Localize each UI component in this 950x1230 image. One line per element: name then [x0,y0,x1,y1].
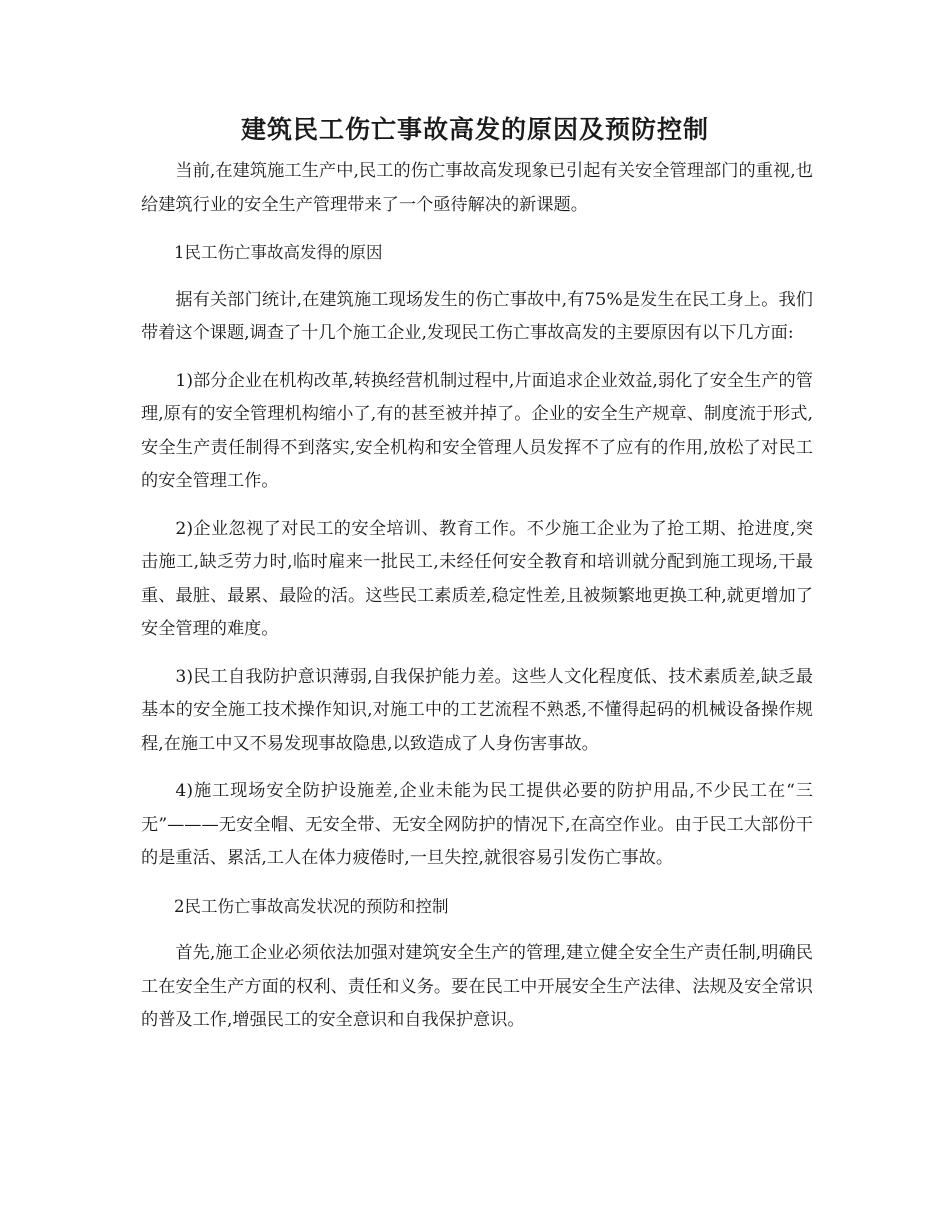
section-heading-1: 1民工伤亡事故高发得的原因 [174,243,383,262]
section-heading-2: 2民工伤亡事故高发状况的预防和控制 [174,896,449,916]
cause-paragraph-3: 3)民工自我防护意识薄弱,自我保护能力差。这些人文化程度低、技术素质差,缺乏最基本的安全施工技术操作知识,对施工中的工艺流程不熟悉,不懂得起码的机械设备操作规程,在施工中又不易发现事故隐患,以致造成了人身伤害事故。 [141,666,813,754]
prevention-paragraph-1: 首先,施工企业必须依法加强对建筑安全生产的管理,建立健全安全生产责任制,明确民工在安全生产方面的权利、责任和义务。要在民工中开展安全生产法律、法规及安全常识的普及工作,增强民工的安全意识和自我保护意识。 [141,943,813,1030]
statistics-paragraph: 据有关部门统计,在建筑施工现场发生的伤亡事故中,有75%是发生在民工身上。我们带着这个课题,调查了十几个施工企业,发现民工伤亡事故高发的主要原因有以下几方面: [141,289,813,343]
cause-paragraph-4: 4)施工现场安全防护设施差,企业未能为民工提供必要的防护用品,不少民工在“三无”———无安全帽、无安全带、无安全网防护的情况下,在高空作业。由于民工大部份干的是重活、累活,工人在体力疲倦时,一旦失控,就很容易引发伤亡事故。 [141,781,813,868]
cause-paragraph-1: 1)部分企业在机构改革,转换经营机制过程中,片面追求企业效益,弱化了安全生产的管理,原有的安全管理机构缩小了,有的甚至被并掉了。企业的安全生产规章、制度流于形式,安全生产责任制得不到落实,安全机构和安全管理人员发挥不了应有的作用,放松了对民工的安全管理工作。 [141,370,813,491]
cause-paragraph-2: 2)企业忽视了对民工的安全培训、教育工作。不少施工企业为了抢工期、抢进度,突击施工,缺乏劳力时,临时雇来一批民工,未经任何安全教育和培训就分配到施工现场,干最重、最脏、最累、最险的活。这些民工素质差,稳定性差,且被频繁地更换工种,就更增加了安全管理的难度。 [141,518,813,639]
intro-paragraph: 当前,在建筑施工生产中,民工的伤亡事故高发现象已引起有关安全管理部门的重视,也给建筑行业的安全生产管理带来了一个亟待解决的新课题。 [141,161,813,215]
document-body [141,155,813,1052]
document-title: 建筑民工伤亡事故高发的原因及预防控制 [240,115,709,144]
